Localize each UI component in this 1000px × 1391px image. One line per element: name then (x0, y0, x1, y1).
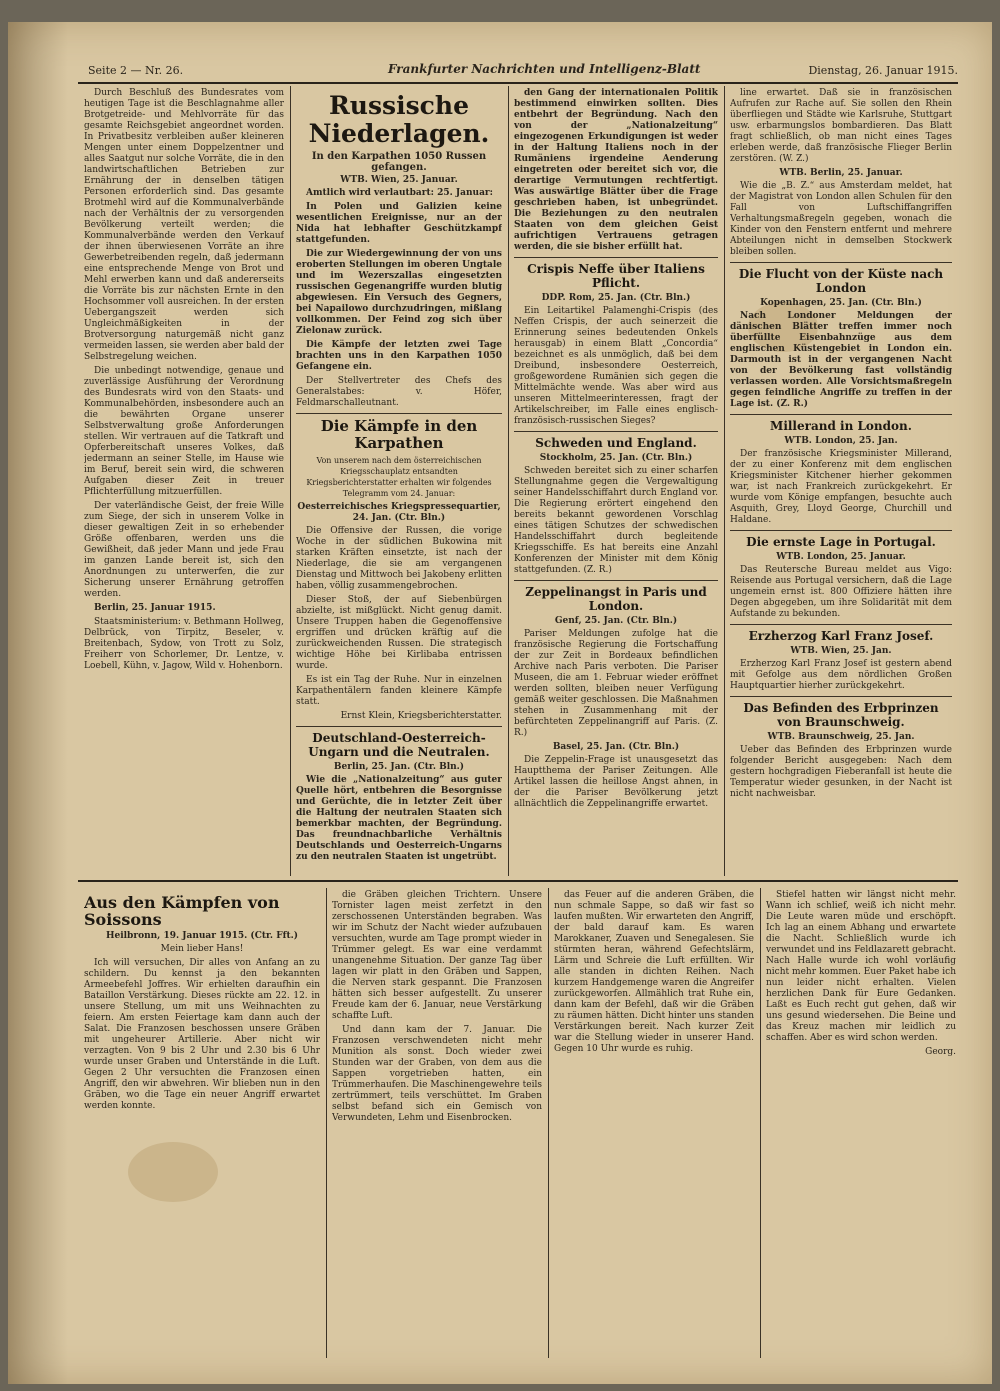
article-separator (730, 262, 952, 263)
dateline: WTB. Berlin, 25. Januar. (779, 168, 903, 178)
article-text: line erwartet. Daß sie in französischen Aufrufen zur Rache auf. Sie sollen den Rhein überfliegen und Städte wie Karlsruhe, Stuttgart usw. erbarmungslos bombardieren. Das Blatt fragt schließlich, ob man nicht eines Tages erleben werde, daß französische Flieger Berlin zerstören. (W. Z.) (730, 88, 952, 164)
article-intro: Von unserem nach dem österreichischen Kriegsschauplatz entsandten Kriegsberichterstatter erhalten wir folgendes Telegramm vom 24. Januar: (306, 456, 492, 498)
dateline: DDP. Rom, 25. Jan. (Ctr. Bln.) (541, 293, 691, 303)
dateline: Heilbronn, 19. Januar 1915. (Ctr. Fft.) (105, 931, 299, 941)
page-spine-shadow (8, 22, 68, 1384)
column-rule (290, 86, 291, 876)
column-rule (326, 888, 327, 1358)
column-2 (296, 88, 502, 878)
dateline: Stockholm, 25. Jan. (Ctr. Bln.) (539, 453, 693, 463)
article-text: Schweden bereitet sich zu einer scharfen Stellungnahme gegen die Vergewaltigung seiner Handelsschiffahrt durch England vor. Die Regierung erörtert eingehend den bereits bekannt gewordenen Vorschlag eines tätigen Schutzes der schwedischen Handelsschiffahrt durch begleitende Kriegsschiffe. Es hat bereits eine Anzahl Konferenzen der Minister mit dem König stattgefunden. (Z. R.) (514, 466, 718, 575)
issue-date: Dienstag, 26. Januar 1915. (808, 64, 958, 77)
column-4 (730, 88, 952, 878)
newspaper-title: Frankfurter Nachrichten und Intelligenz-Blatt (388, 62, 701, 76)
headline-braunschweig: Das Befinden des Erbprinzen von Braunschweig. (743, 701, 939, 729)
headline-zeppelin: Zeppelinangst in Paris und London. (525, 585, 707, 613)
article-text: Die Zeppelin-Frage ist unausgesetzt das Hauptthema der Pariser Zeitungen. Alle Artikel lassen die heillose Angst ahnen, in der die Pariser Bevölkerung jetzt allnächtlich die Zeppelinangriffe erwartet. (514, 755, 718, 809)
dateline: Kopenhagen, 25. Jan. (Ctr. Bln.) (760, 298, 922, 308)
letter-text: Ich will versuchen, Dir alles von Anfang an zu schildern. Du kennst ja den bekannten Armeebefehl Joffres. Wir erhielten daraufhin ein Bataillon Verstärkung. Dieses rückte am 22. 12. in unsere Stellung, um mit uns Weihnachten zu feiern. Am ersten Feiertage kam dann auch der Salat. Die Franzosen beschossen unsere Gräben mit ungeheurer Artillerie. Aber nicht wir verzagten. Von 9 bis 2 Uhr und 2.30 bis 6 Uhr wurde unser Graben und Unterstände in die Luft. Gegen 2 Uhr versuchten die Franzosen einen Angriff, den wir abwehren. Wir blieben nun in den Gräben, wo die Tage ein neuer Angriff erwartet werden konnte. (84, 958, 320, 1111)
headline-archduke: Erzherzog Karl Franz Josef. (748, 629, 934, 643)
letter-signature: Georg. (925, 1047, 956, 1057)
dateline: WTB. Wien, 25. Jan. (790, 646, 892, 656)
column-rule (760, 888, 761, 1358)
article-text: Der französische Kriegsminister Millerand, der zu einer Konferenz mit dem englischen Kriegsminister Kitchener hierher gekommen war, ist nach Frankreich zurückgekehrt. Er wurde vom Könige empfangen, besuchte auch Asquith, Grey, Lloyd George, Churchill und Haldane. (730, 449, 952, 525)
page-number: Seite 2 — Nr. 26. (88, 64, 184, 77)
proclamation-text: Durch Beschluß des Bundesrates vom heutigen Tage ist die Beschlagnahme aller Brotgetreide- und Mehlvorräte für das gesamte Reichsgebiet angeordnet worden. In Privatbesitz verbleiben außer kleineren Mengen unter einem Doppelzentner und alles Saatgut nur solche Vorräte, die in den landwirtschaftlichen Betrieben zur Ernährung der in denselben tätigen Personen erforderlich sind. Das gesamte Brotmehl wird auf die Kommunalverbände nach der Verhältnis der zu versorgenden Bevölkerung verteilt werden; die Kommunalverbände werden den Verkauf der ihnen überwiesenen Vorräte an ihre Gewerbetreibenden regeln, daß jedermann eine entsprechende Menge von Brot und Mehl erwerben kann und daß andererseits die Vorräte bis zur nächsten Ernte in den Hochsommer voll ausreichen. In der ersten Uebergangszeit werden sich Ungleichmäßigkeiten in der Brotversorgung naturgemäß nicht ganz vermeiden lassen, sie werden aber bald der Selbstregelung weichen. (84, 88, 284, 362)
article-text: Die zur Wiedergewinnung der von uns eroberten Stellungen im oberen Ungtale und im Wezerszallas eingesetzten russischen Gegenangriffe wurden blutig abgewiesen. Ein Versuch des Gegners, bei Napailowo durchzudringen, mißlang vollkommen. Der Feind zog sich über Zielonaw zurück. (296, 249, 502, 336)
bottom-column-2 (332, 890, 542, 1360)
proclamation-signatories: Staatsministerium: v. Bethmann Hollweg, Delbrück, von Tirpitz, Beseler, v. Breitenbach, Sydow, von Trott zu Solz, Freiherr von Schorlemer, Dr. Lentze, v. Loebell, Kühn, v. Jagow, Wild v. Hohenborn. (84, 617, 284, 671)
dateline: Basel, 25. Jan. (Ctr. Bln.) (552, 742, 680, 752)
dateline: Berlin, 25. Jan. (Ctr. Bln.) (333, 762, 465, 772)
article-text: Dieser Stoß, der auf Siebenbürgen abzielte, ist mißglückt. Nicht genug damit. Unsere Truppen haben die Gegenoffensive ergriffen und drücken kräftig auf die zurückweichenden Russen. Die strategisch wichtige Höhe bei Kirlibaba entrissen wurde. (296, 595, 502, 671)
article-separator (730, 530, 952, 531)
newspaper-page (8, 22, 992, 1384)
article-text: Ueber das Befinden des Erbprinzen wurde folgender Bericht ausgegeben: Nach dem gestern hochgradigen Fieberanfall ist heute die Temperatur wieder gesunken, in der Nacht ist nicht nachweisbar. (730, 745, 952, 799)
letter-text: das Feuer auf die anderen Gräben, die nun schmale Sappe, so daß wir fast so laufen mußten. Wir erwarteten den Angriff, der bald darauf kam. Es waren Marokkaner, Zuaven und Senegalesen. Sie stürmten heran, während Gefechtslärm, Lärm und Schreie die Luft erfüllten. Wir alle standen in dichten Reihen. Nach kurzem Handgemenge waren die Angreifer zurückgeworfen. Allmählich trat Ruhe ein, dann kam der Befehl, daß wir die Gräben zu räumen hätten. Dicht hinter uns standen Verstärkungen bereit. Nach kurzer Zeit war die Stellung wieder in unserer Hand. Gegen 10 Uhr wurde es ruhig. (554, 890, 754, 1054)
article-text: Wie die „B. Z.“ aus Amsterdam meldet, hat der Magistrat von London allen Schulen für den Fall von Luftschiffangriffen Verhaltungsmaßregeln gegeben, wonach die Kinder von den Fenstern entfernt und mehrere Abteilungen nicht in demselben Stockwerk bleiben sollen. (730, 181, 952, 257)
column-1 (84, 88, 284, 878)
proclamation-place: Berlin, 25. Januar 1915. (94, 603, 216, 613)
article-text: Wie die „Nationalzeitung“ aus guter Quelle hört, entbehren die Besorgnisse und Gerüchte, die in letzter Zeit über die Haltung der neutralen Staaten sich bemerkbar machten, der Begründung. Das freundnachbarliche Verhältnis Deutschlands und Oesterreich-Ungarns zu den neutralen Staaten ist ungetrübt. (296, 775, 502, 862)
column-rule (548, 888, 549, 1358)
article-text: Das Reutersche Bureau meldet aus Vigo: Reisende aus Portugal versichern, daß die Lage ungemein ernst ist. 800 Offiziere hätten ihre Degen abgegeben, um ihre Solidarität mit dem Aufstande zu bekunden. (730, 565, 952, 619)
article-text: Es ist ein Tag der Ruhe. Nur in einzelnen Karpathentälern fanden kleinere Kämpfe statt. (296, 675, 502, 707)
column-rule (724, 86, 725, 876)
page-header (78, 60, 958, 84)
article-separator (730, 624, 952, 625)
headline-carpathians: Die Kämpfe in den Karpathen (320, 417, 478, 452)
article-separator (730, 696, 952, 697)
headline-millerand: Millerand in London. (770, 419, 912, 433)
headline-soissons: Aus den Kämpfen von Soissons (84, 893, 280, 929)
article-author: Ernst Klein, Kriegsberichterstatter. (340, 711, 502, 721)
article-text: Amtlich wird verlautbart: 25. Januar: (306, 188, 493, 198)
dateline: WTB. Wien, 25. Januar. (340, 175, 458, 185)
article-text: Die Offensive der Russen, die vorige Woche in der südlichen Bukowina mit starken Kräften einsetzte, ist nach der Niederlage, die sie am vergangenen Dienstag und Mittwoch bei Jakobeny erlitten haben, völlig zusammengebrochen. (296, 526, 502, 591)
letter-text: Stiefel hatten wir längst nicht mehr. Wann ich schlief, weiß ich nicht mehr. Die Leute waren müde und erschöpft. Ich lag an einem Abhang und erwartete die Nacht. Schließlich wurde ich verwundet und ins Feldlazarett gebracht. Nach Halle wurde ich wohl vorläufig nicht mehr kommen. Euer Paket habe ich nun leider nicht erhalten. Vielen herzlichen Dank für Eure Gedanken. Laßt es Euch recht gut gehen, daß wir uns gesund wiedersehen. Die Beine und das Kreuz machen mir leidlich zu schaffen. Aber es wird schon werden. (766, 890, 956, 1043)
article-text: In Polen und Galizien keine wesentlichen Ereignisse, nur an der Nida hat lebhafter Geschützkampf stattgefunden. (296, 202, 502, 245)
dateline: WTB. Braunschweig, 25. Jan. (767, 732, 915, 742)
article-text: Erzherzog Karl Franz Josef ist gestern abend mit Gefolge aus dem nördlichen Großen Hauptquartier hierher zurückgekehrt. (730, 659, 952, 691)
headline-russian-defeats: Russische Niederlagen. (308, 91, 490, 148)
headline-portugal: Die ernste Lage in Portugal. (746, 535, 936, 549)
article-text: Ein Leitartikel Palamenghi-Crispis (des Neffen Crispis, der auch seinerzeit die Erinnerung seines bedeutenden Onkels herausgab) in einem Blatt „Concordia“ bezeichnet es als unmöglich, daß bei dem Dreibund, insbesondere Oesterreich, großgewordene Rumänien sich gegen die Mittelmächte wende. Was aber wird aus unseren Mittelmeerinteressen, fragt der Artikelschreiber, im Falle eines englisch-französisch-russischen Sieges? (514, 306, 718, 426)
headline-flight-london: Die Flucht von der Küste nach London (738, 267, 944, 295)
proclamation-text: Die unbedingt notwendige, genaue und zuverlässige Ausführung der Verordnung des Bundesrats wird von den Staats- und Kommunalbehörden, insbesondere auch an die bewährten Organe unserer Selbstverwaltung große Anforderungen stellen. Wir vertrauen auf die Tatkraft und Opferbereitschaft unseres Volkes, daß jedermann an seiner Stelle, im Hause wie im Beruf, bereit sein wird, die schweren Aufgaben dieser Zeit in treuer Pflichterfüllung mitzuerfüllen. (84, 366, 284, 497)
article-text: Pariser Meldungen zufolge hat die französische Regierung die Fortschaffung der zur Zeit in Bordeaux befindlichen Archive nach Paris verboten. Die Pariser Museen, die am 1. Februar wieder eröffnet werden sollten, bleiben neuer Verfügung gemäß weiter geschlossen. Die Maßnahmen stehen in Zusammenhang mit der befürchteten Zeppelinangriff auf Paris. (Z. R.) (514, 629, 718, 738)
headline-crispi: Crispis Neffe über Italiens Pflicht. (527, 262, 705, 290)
bottom-column-4 (766, 890, 956, 1360)
article-text: Die Kämpfe der letzten zwei Tage brachten uns in den Karpathen 1050 Gefangene ein. (296, 340, 502, 372)
article-text: den Gang der internationalen Politik bestimmend einwirken sollten. Dies entbehrt der Begründung. Nach den von der „Nationalzeitung“ eingezogenen Erkundigungen ist weder in der Haltung Italiens noch in der Rumäniens irgendeine Aenderung eingetreten oder bereitet sich vor, die derartige Vermutungen rechtfertigt. Was auswärtige Blätter über die Frage geschrieben haben, ist unbegründet. Die Beziehungen zu den neutralen Staaten von dem gleichen Geist aufrichtigen Vertrauens getragen werden, die sie bisher erfüllt hat. (514, 88, 718, 252)
article-signer: Der Stellvertreter des Chefs des Generalstabes: v. Höfer, Feldmarschalleutnant. (296, 376, 502, 408)
letter-salutation: Mein lieber Hans! (160, 944, 244, 954)
dateline: Oesterreichisches Kriegspressequartier, 24. Jan. (Ctr. Bln.) (297, 502, 501, 523)
headline-sweden: Schweden und England. (535, 436, 697, 450)
section-rule (78, 880, 958, 882)
bottom-column-3 (554, 890, 754, 1360)
article-separator (514, 257, 718, 258)
article-separator (296, 413, 502, 414)
subheadline: In den Karpathen 1050 Russen gefangen. (311, 151, 487, 173)
article-separator (514, 431, 718, 432)
dateline: WTB. London, 25. Jan. (784, 436, 898, 446)
dateline: Genf, 25. Jan. (Ctr. Bln.) (554, 616, 678, 626)
article-text: Nach Londoner Meldungen der dänischen Blätter treffen immer noch überfüllte Eisenbahnzüge aus dem englischen Küstengebiet in London ein. Darmouth ist in der vergangenen Nacht von der Bevölkerung fast vollständig verlassen worden. Alle Vorsichtsmaßregeln gegen feindliche Angriffe zu treffen in der Lage ist. (Z. R.) (730, 311, 952, 409)
letter-text: die Gräben gleichen Trichtern. Unsere Tornister lagen meist zerfetzt in den zerschossenen Unterständen begraben. Was wir im Schutz der Nacht wieder aufzubauen versuchten, wurde am Tage prompt wieder in Trümmer gelegt. Es war eine verdammt unangenehme Situation. Der ganze Tag über lagen wir platt in den Gräben und Sappen, die Nerven stark gespannt. Die Franzosen hätten sich besser aufgestellt. Zu unserer Freude kam der 6. Januar, neue Verstärkung schaffte Luft. (332, 890, 542, 1021)
dateline: WTB. London, 25. Januar. (776, 552, 906, 562)
proclamation-text: Der vaterländische Geist, der freie Wille zum Siege, der sich in unserem Volke in dieser gewaltigen Zeit in so erhebender Größe offenbaren, werden uns die Gewißheit, daß jeder Mann und jede Frau im ganzen Lande bereit ist, sich den Anordnungen zu unterwerfen, die zur Sicherung unserer Ernährung getroffen werden. (84, 501, 284, 599)
column-3 (514, 88, 718, 878)
article-separator (730, 414, 952, 415)
article-separator (514, 580, 718, 581)
article-separator (296, 726, 502, 727)
headline-neutrals: Deutschland-Oesterreich-Ungarn und die Neutralen. (308, 731, 490, 759)
column-rule (508, 86, 509, 876)
letter-text: Und dann kam der 7. Januar. Die Franzosen verschwendeten nicht mehr Munition als sonst. Doch wieder zwei Stunden war der Graben, von dem aus die Sappen vorgetrieben hatten, ein Trümmerhaufen. Die Maschinengewehre teils zertrümmert, teils verschüttet. Im Graben selbst befand sich ein Gemisch von Verwundeten, Lehm und Eisenbrocken. (332, 1025, 542, 1123)
bottom-column-1 (84, 890, 320, 1360)
